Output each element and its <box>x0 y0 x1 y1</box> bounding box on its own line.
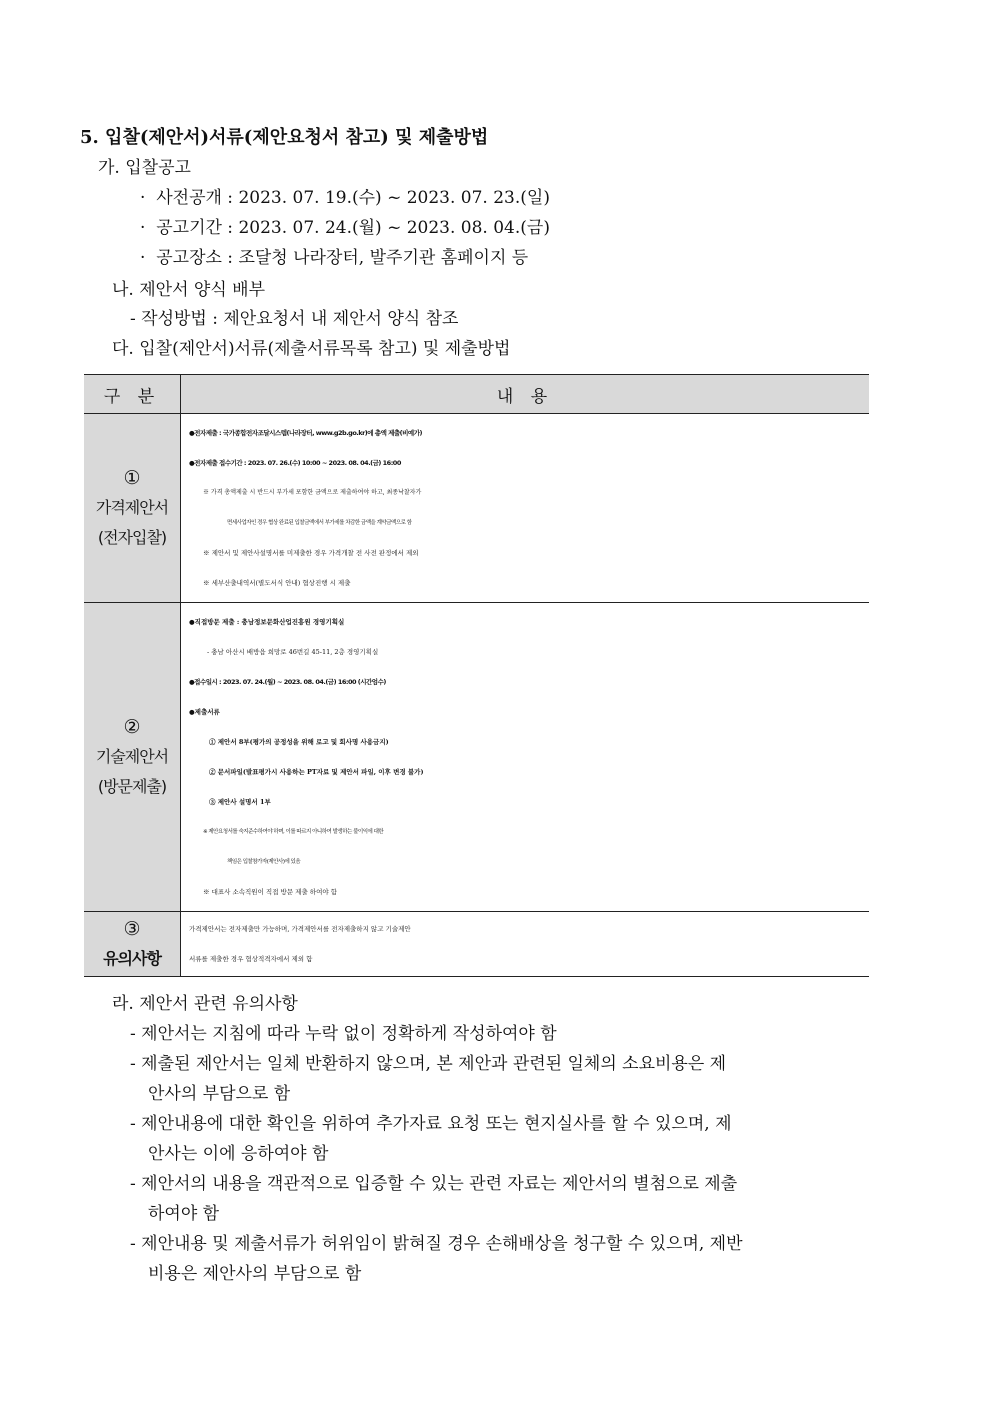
content-line: 면세사업자인 경우 협상 완료된 입찰금액에서 부가세를 차감한 금액을 계약금액으로 함 <box>227 520 412 526</box>
subsection-ga-heading: 가. 입찰공고 <box>98 158 191 178</box>
na-item: - 작성방법 : 제안요청서 내 제안서 양식 참조 <box>130 309 459 329</box>
content-line: ●전자제출 : 국가종합전자조달시스템(나라장터, www.g2b.go.kr)에 총액 제출(비예가) <box>189 429 422 437</box>
note-line: - 제안서의 내용을 객관적으로 입증할 수 있는 관련 자료는 제안서의 별첨으로 제출 <box>130 1174 738 1194</box>
content-line: - 충남 아산시 배방읍 희망로 46번길 45-11, 2층 경영기획실 <box>207 648 379 656</box>
table-row <box>84 912 869 977</box>
row-content-cell <box>181 414 870 603</box>
content-line: ※ 제안서 및 제안사설명서를 미제출한 경우 가격개찰 전 사전 판정에서 제외 <box>203 549 419 557</box>
bullet-text: 공고장소 : 조달청 나라장터, 발주기관 홈페이지 등 <box>156 248 529 268</box>
content-line: ●전자제출 접수기간 : 2023. 07. 26.(수) 10:00 ~ 2023. 08. 04.(금) 16:00 <box>189 459 401 467</box>
subsection-na-heading: 나. 제안서 양식 배부 <box>112 280 265 300</box>
note-line: - 제안내용에 대한 확인을 위하여 추가자료 요청 또는 현지실사를 할 수 있으며, 제 <box>130 1114 732 1134</box>
content-line: ●직접방문 제출 : 충남정보문화산업진흥원 경영기획실 <box>189 618 345 626</box>
content-line: ② 문서파일(발표평가시 사용하는 PT자료 및 제안서 파일, 이후 변경 불가) <box>209 768 424 776</box>
content-line: ※ 세부산출내역서(별도서식 안내) 협상진행 시 제출 <box>203 579 351 587</box>
note-line: 안사의 부담으로 함 <box>148 1084 291 1104</box>
note-line: - 제출된 제안서는 일체 반환하지 않으며, 본 제안과 관련된 일체의 소요비용은 제 <box>130 1054 727 1074</box>
bullet-dot: · <box>140 188 157 208</box>
subsection-ra-heading: 라. 제안서 관련 유의사항 <box>112 994 298 1014</box>
note-line: 하여야 함 <box>148 1204 220 1224</box>
row-label-cell <box>84 414 181 603</box>
bullet-dot: · <box>140 218 157 238</box>
content-line: ●제출서류 <box>189 708 220 716</box>
row-label: 가격제안서 <box>95 498 169 517</box>
row-number: ① <box>123 467 141 489</box>
row-sublabel: (방문제출) <box>97 777 167 796</box>
table-row <box>84 414 869 603</box>
row-label: 기술제안서 <box>95 747 169 766</box>
header-category: 구 분 <box>84 375 181 414</box>
row-number: ③ <box>123 918 141 940</box>
content-line: 서류를 제출한 경우 협상적격자에서 제외 함 <box>189 955 313 963</box>
table-row <box>84 603 869 912</box>
bullet-text: 사전공개 : 2023. 07. 19.(수) ~ 2023. 07. 23.(일) <box>156 188 550 208</box>
bullet-item <box>140 216 550 240</box>
row-label-cell <box>84 603 181 912</box>
section-title: 5. 입찰(제안서)서류(제안요청서 참고) 및 제출방법 <box>80 127 489 148</box>
subsection-da-heading: 다. 입찰(제안서)서류(제출서류목록 참고) 및 제출방법 <box>112 339 511 359</box>
row-sublabel: (전자입찰) <box>97 528 167 547</box>
row-content-cell <box>181 912 870 977</box>
content-line: ③ 제안사 설명서 1부 <box>209 798 271 806</box>
table-header-row <box>84 375 869 414</box>
row-label: 유의사항 <box>103 949 161 968</box>
content-line: ※ 제안요청서를 숙지준수하여야 하며, 이를 따르지 아니하여 발생하는 불이익에 대한 <box>203 829 384 835</box>
note-line: - 제안내용 및 제출서류가 허위임이 밝혀질 경우 손해배상을 청구할 수 있으며, 제반 <box>130 1234 743 1254</box>
bullet-item <box>140 246 528 270</box>
content-line: 책임은 입찰참가자(제안사)에 있음 <box>227 859 301 865</box>
content-line: ① 제안서 8부(평가의 공정성을 위해 로고 및 회사명 사용금지) <box>209 738 389 746</box>
row-number: ② <box>123 716 141 738</box>
content-line: ※ 대표사 소속직원이 직접 방문 제출 하여야 함 <box>203 888 337 896</box>
note-line: - 제안서는 지침에 따라 누락 없이 정확하게 작성하여야 함 <box>130 1024 557 1044</box>
note-line: 안사는 이에 응하여야 함 <box>148 1144 329 1164</box>
content-line: ●접수일시 : 2023. 07. 24.(월) ~ 2023. 08. 04.(금) 16:00 (시간엄수) <box>189 678 386 686</box>
row-content-cell <box>181 603 870 912</box>
submission-table <box>84 374 869 977</box>
content-line: ※ 가격 총액제출 시 반드시 부가세 포함한 금액으로 제출하여야 하고, 최종낙찰자가 <box>203 489 422 496</box>
bullet-dot: · <box>140 248 157 268</box>
bullet-text: 공고기간 : 2023. 07. 24.(월) ~ 2023. 08. 04.(금) <box>156 218 550 238</box>
note-line: 비용은 제안사의 부담으로 함 <box>148 1264 362 1284</box>
bullet-item <box>140 186 550 210</box>
content-line: 가격제안서는 전자제출만 가능하며, 가격제안서를 전자제출하지 않고 기술제안 <box>189 925 411 933</box>
header-content: 내 용 <box>181 375 870 414</box>
row-label-cell <box>84 912 181 977</box>
